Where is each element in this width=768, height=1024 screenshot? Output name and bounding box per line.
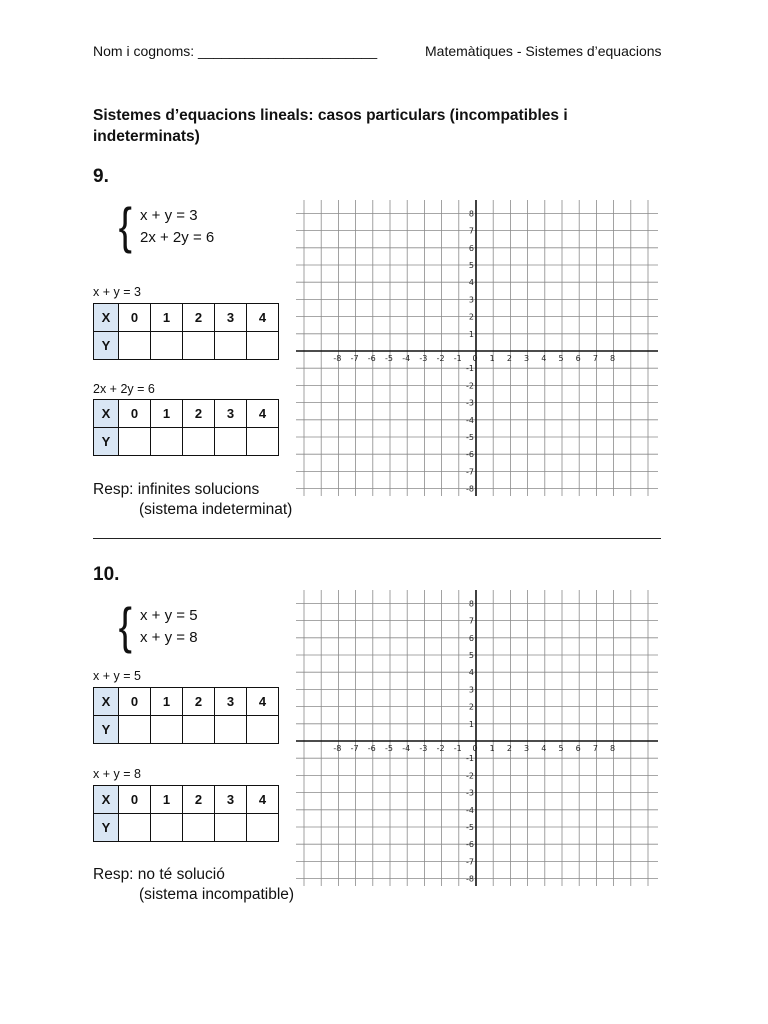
y-tick-label: 5 (468, 651, 474, 660)
x-tick-label: -3 (419, 354, 428, 363)
y-tick-label: -2 (466, 771, 474, 781)
y-answer-cell[interactable] (151, 716, 183, 744)
answer-line: (sistema incompatible) (139, 886, 295, 903)
y-tick-label: 2 (468, 312, 474, 322)
y-tick-label: -7 (466, 857, 474, 867)
x-value-cell: 0 (119, 400, 151, 428)
table-row (94, 786, 279, 814)
y-header-cell: Y (94, 332, 119, 360)
y-tick-label: -1 (466, 364, 474, 374)
y-answer-cell[interactable] (183, 814, 215, 842)
x-value-cell: 3 (215, 304, 247, 332)
equation-2: 2x + 2y = 6 (140, 229, 215, 246)
y-answer-cell[interactable] (183, 716, 215, 744)
y-tick-label: -4 (466, 805, 474, 815)
problem-number: 9. (93, 166, 109, 187)
y-answer-cell[interactable] (151, 332, 183, 360)
x-value-cell: 1 (151, 786, 183, 814)
y-tick-label: 8 (468, 599, 474, 609)
x-value-cell: 0 (119, 304, 151, 332)
x-header-cell: X (94, 688, 119, 716)
y-answer-cell[interactable] (119, 332, 151, 360)
y-answer-cell[interactable] (215, 332, 247, 360)
x-value-cell: 1 (151, 400, 183, 428)
x-value-cell: 4 (247, 400, 279, 428)
table-row (94, 304, 279, 332)
x-value-cell: 0 (119, 688, 151, 716)
x-tick-label: 0 (472, 354, 478, 363)
y-tick-label: -8 (466, 874, 474, 884)
system-brace: { (118, 598, 133, 654)
x-tick-label: -8 (333, 744, 342, 753)
y-tick-label: 7 (468, 616, 474, 626)
x-header-cell: X (94, 400, 119, 428)
x-tick-label: 6 (575, 354, 581, 363)
y-tick-label: -5 (466, 823, 474, 832)
answer-line: Resp: no té solució (93, 866, 225, 883)
x-value-cell: 1 (151, 688, 183, 716)
x-tick-label: 2 (506, 744, 512, 753)
x-value-cell: 1 (151, 304, 183, 332)
y-header-cell: Y (94, 428, 119, 456)
y-tick-label: -2 (466, 381, 474, 391)
table-label: 2x + 2y = 6 (93, 382, 155, 396)
y-tick-label: 1 (468, 719, 474, 729)
x-tick-label: -7 (350, 354, 359, 363)
x-tick-label: 4 (541, 744, 547, 753)
x-tick-label: 4 (541, 354, 547, 363)
x-tick-label: -2 (436, 744, 445, 753)
x-tick-label: -4 (402, 354, 411, 363)
y-tick-label: 8 (468, 209, 474, 219)
x-tick-label: 5 (558, 744, 564, 753)
table-label: x + y = 8 (93, 767, 141, 781)
y-answer-cell[interactable] (247, 332, 279, 360)
y-tick-label: 3 (468, 685, 474, 695)
x-value-cell: 4 (247, 304, 279, 332)
y-tick-label: -3 (466, 398, 474, 408)
x-tick-label: 8 (610, 744, 616, 753)
y-answer-cell[interactable] (247, 716, 279, 744)
y-tick-label: 3 (468, 295, 474, 305)
y-answer-cell[interactable] (151, 428, 183, 456)
x-tick-label: 7 (592, 744, 598, 753)
y-tick-label: 4 (468, 668, 474, 678)
y-tick-label: 2 (468, 702, 474, 712)
y-header-cell: Y (94, 814, 119, 842)
x-tick-label: 3 (524, 744, 530, 753)
x-tick-label: -6 (367, 744, 376, 753)
x-value-cell: 4 (247, 688, 279, 716)
x-tick-label: -5 (385, 354, 393, 363)
y-tick-label: -5 (466, 433, 474, 442)
x-tick-label: -3 (419, 744, 428, 753)
page-title: Sistemes d’equacions lineals: casos particulars (incompatibles i indeterminats) (93, 107, 568, 145)
x-value-cell: 2 (183, 400, 215, 428)
y-answer-cell[interactable] (247, 428, 279, 456)
x-tick-label: 8 (610, 354, 616, 363)
x-tick-label: 2 (506, 354, 512, 363)
equation-1: x + y = 3 (140, 207, 198, 224)
y-tick-label: 5 (468, 261, 474, 270)
table-row (94, 716, 279, 744)
x-tick-label: 6 (575, 744, 581, 753)
x-tick-label: -1 (453, 744, 462, 753)
x-tick-label: -7 (350, 744, 359, 753)
y-answer-cell[interactable] (119, 716, 151, 744)
y-tick-label: -7 (466, 467, 474, 477)
table-row (94, 688, 279, 716)
x-tick-label: -4 (402, 744, 411, 753)
x-value-cell: 4 (247, 786, 279, 814)
x-value-cell: 2 (183, 304, 215, 332)
x-header-cell: X (94, 786, 119, 814)
y-answer-cell[interactable] (119, 428, 151, 456)
answer-line: (sistema indeterminat) (139, 501, 293, 518)
x-tick-label: 3 (524, 354, 530, 363)
y-tick-label: -6 (466, 450, 474, 460)
table-row (94, 332, 279, 360)
x-value-cell: 2 (183, 688, 215, 716)
x-header-cell: X (94, 304, 119, 332)
x-value-cell: 3 (215, 786, 247, 814)
value-table (93, 687, 279, 744)
x-value-cell: 0 (119, 786, 151, 814)
x-tick-label: 7 (592, 354, 598, 363)
value-table (93, 399, 279, 456)
y-tick-label: -3 (466, 788, 474, 798)
y-tick-label: 7 (468, 226, 474, 236)
x-tick-label: -1 (453, 354, 462, 363)
table-row (94, 400, 279, 428)
x-value-cell: 3 (215, 688, 247, 716)
table-row (94, 814, 279, 842)
y-answer-cell[interactable] (215, 814, 247, 842)
table-row (94, 428, 279, 456)
coordinate-grid[interactable] (296, 200, 658, 496)
y-tick-label: -6 (466, 840, 474, 850)
y-tick-label: -1 (466, 754, 474, 764)
table-label: x + y = 3 (93, 285, 141, 299)
name-field-label: Nom i cognoms: _______________________ (93, 43, 378, 59)
x-tick-label: -6 (367, 354, 376, 363)
equation-1: x + y = 5 (140, 607, 198, 624)
y-header-cell: Y (94, 716, 119, 744)
x-tick-label: -8 (333, 354, 342, 363)
y-tick-label: 6 (468, 243, 474, 253)
y-tick-label: -4 (466, 415, 474, 425)
y-answer-cell[interactable] (215, 716, 247, 744)
value-table (93, 303, 279, 360)
x-tick-label: 0 (472, 744, 478, 753)
y-answer-cell[interactable] (215, 428, 247, 456)
y-answer-cell[interactable] (247, 814, 279, 842)
y-answer-cell[interactable] (183, 332, 215, 360)
x-tick-label: -5 (385, 744, 393, 753)
x-tick-label: 5 (558, 354, 564, 363)
section-divider (93, 538, 661, 539)
value-table (93, 785, 279, 842)
x-value-cell: 3 (215, 400, 247, 428)
problem-number: 10. (93, 564, 120, 585)
x-tick-label: -2 (436, 354, 445, 363)
y-answer-cell[interactable] (183, 428, 215, 456)
equation-2: x + y = 8 (140, 629, 198, 646)
y-tick-label: 6 (468, 633, 474, 643)
y-tick-label: 4 (468, 278, 474, 288)
x-value-cell: 2 (183, 786, 215, 814)
answer-line: Resp: infinites solucions (93, 481, 260, 498)
subject-header: Matemàtiques - Sistemes d’equacions (425, 43, 662, 59)
coordinate-grid[interactable] (296, 590, 658, 886)
table-label: x + y = 5 (93, 669, 141, 683)
y-answer-cell[interactable] (119, 814, 151, 842)
y-tick-label: 1 (468, 329, 474, 339)
y-answer-cell[interactable] (151, 814, 183, 842)
system-brace: { (118, 198, 133, 254)
x-tick-label: 1 (489, 354, 495, 363)
y-tick-label: -8 (466, 484, 474, 494)
x-tick-label: 1 (489, 744, 495, 753)
